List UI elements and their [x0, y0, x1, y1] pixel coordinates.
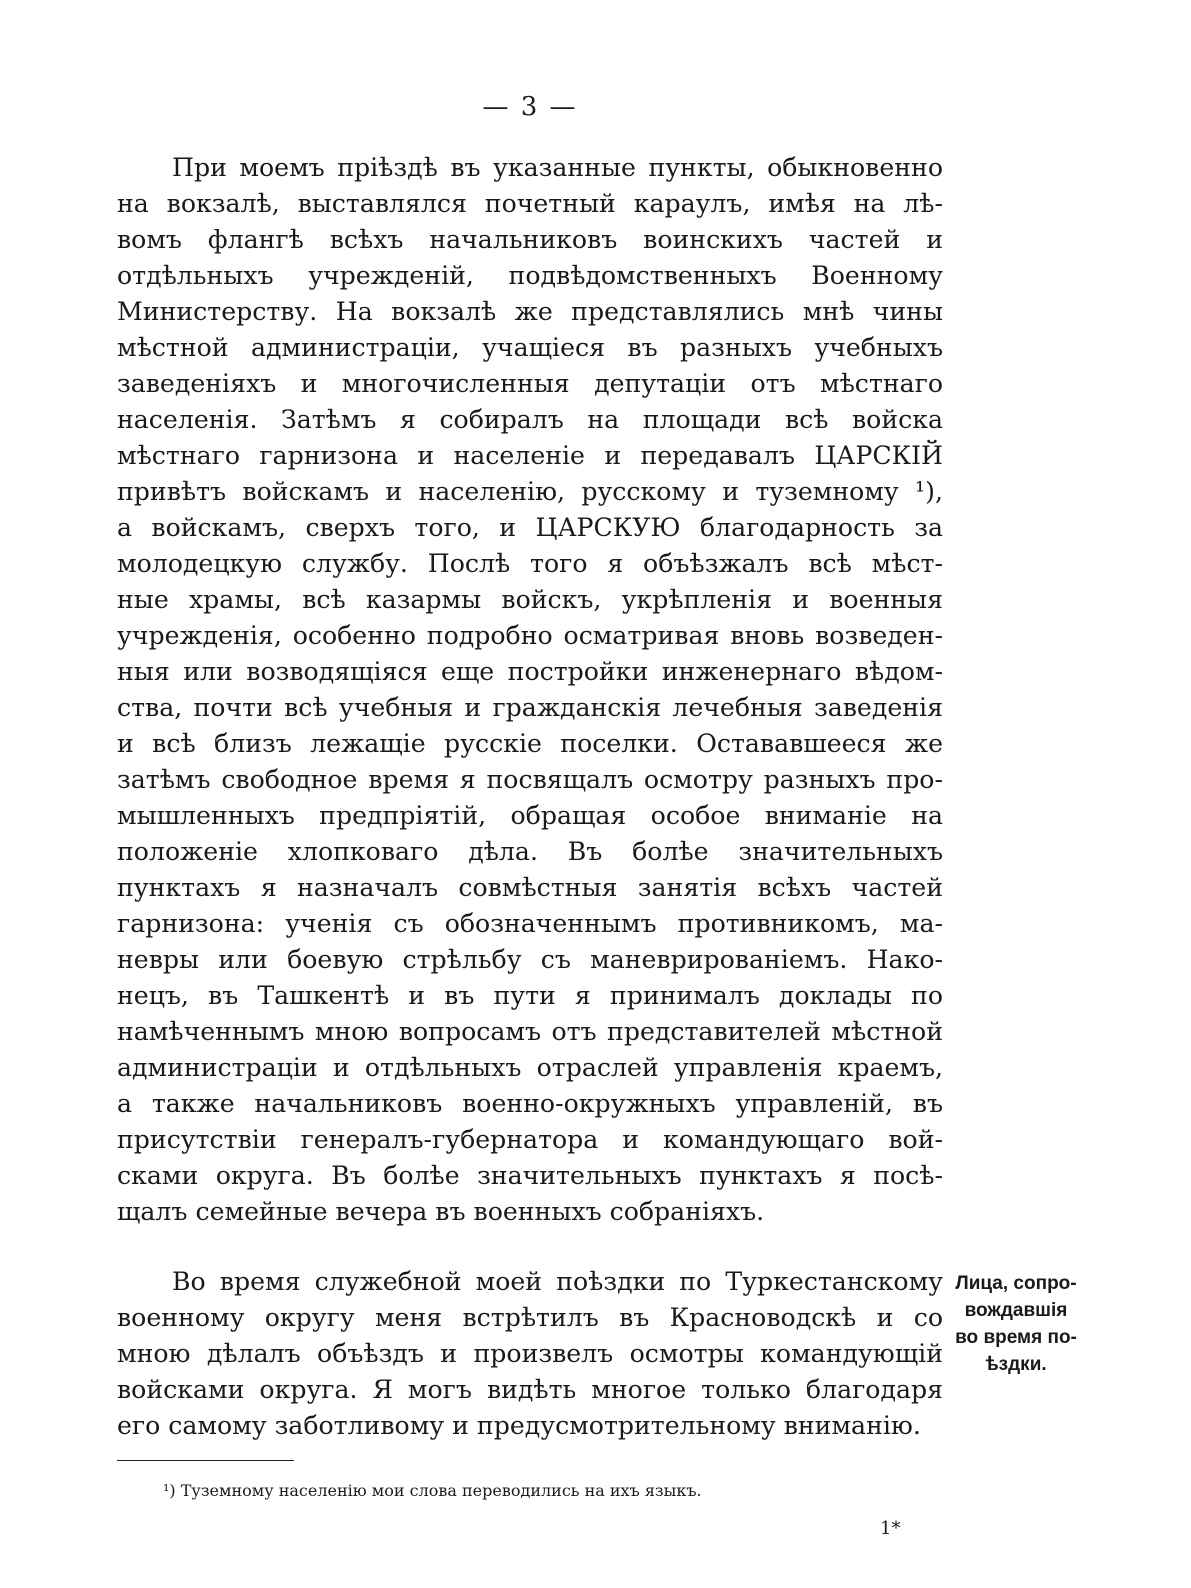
- text-line: а войскамъ, сверхъ того, и ЦАРСКУЮ благодарность за: [117, 513, 943, 542]
- text-line: намѣченнымъ мною вопросамъ отъ представителей мѣстной: [117, 1017, 943, 1046]
- text-line: на вокзалѣ, выставлялся почетный караулъ, имѣя на лѣ-: [117, 189, 943, 218]
- text-line: отдѣльныхъ учрежденiй, подвѣдомственныхъ Военному: [117, 261, 943, 290]
- margin-note-line: ѣздки.: [985, 1354, 1047, 1375]
- text-line: военному округу меня встрѣтилъ въ Красноводскѣ и со: [117, 1303, 943, 1332]
- text-line: Во время служебной моей поѣздки по Туркестанскому: [172, 1267, 943, 1296]
- text-line: а также начальниковъ военно-окружныхъ управленiй, въ: [117, 1089, 943, 1118]
- text-line: При моемъ прiѣздѣ въ указанные пункты, обыкновенно: [172, 153, 943, 182]
- margin-note-line: вождавшiя: [964, 1300, 1068, 1321]
- margin-note: [950, 1270, 1082, 1378]
- text-line: гарнизона: ученiя съ обозначеннымъ противникомъ, ма-: [117, 909, 943, 938]
- text-line: мною дѣлалъ объѣздъ и произвелъ осмотры командующiй: [117, 1339, 943, 1368]
- text-line: присутствiи генералъ-губернатора и командующаго вой-: [117, 1125, 943, 1154]
- text-line: Министерству. На вокзалѣ же представлялись мнѣ чины: [117, 297, 943, 326]
- text-line: нецъ, въ Ташкентѣ и въ пути я принималъ доклады по: [117, 981, 943, 1010]
- margin-note-line: Лица, сопро-: [955, 1273, 1077, 1294]
- text-line: ные храмы, всѣ казармы войскъ, укрѣпленiя и военныя: [117, 585, 943, 614]
- text-line: мышленныхъ предпрiятiй, обращая особое вниманiе на: [117, 801, 943, 830]
- text-line: сками округа. Въ болѣе значительныхъ пунктахъ я посѣ-: [117, 1161, 943, 1190]
- footnote-divider: [117, 1460, 294, 1461]
- text-line: щалъ семейные вечера въ военныхъ собранiяхъ.: [117, 1197, 765, 1226]
- signature-mark: 1*: [880, 1518, 901, 1539]
- text-line: населенiя. Затѣмъ я собиралъ на площади всѣ войска: [117, 405, 943, 434]
- text-line: привѣтъ войскамъ и населенiю, русскому и туземному ¹),: [117, 477, 943, 506]
- page-number: — 3 —: [482, 92, 578, 122]
- text-line: ства, почти всѣ учебныя и гражданскiя лечебныя заведенiя: [117, 693, 943, 722]
- text-line: положенiе хлопковаго дѣла. Въ болѣе значительныхъ: [117, 837, 943, 866]
- text-line: вомъ флангѣ всѣхъ начальниковъ воинскихъ частей и: [117, 225, 943, 254]
- text-line: мѣстной администрацiи, учащiеся въ разныхъ учебныхъ: [117, 333, 943, 362]
- text-line: и всѣ близъ лежащiе русскiе поселки. Остававшееся же: [117, 729, 943, 758]
- text-line: учрежденiя, особенно подробно осматривая вновь возведен-: [117, 621, 943, 650]
- text-line: пунктахъ я назначалъ совмѣстныя занятiя всѣхъ частей: [117, 873, 943, 902]
- text-line: мѣстнаго гарнизона и населенiе и передавалъ ЦАРСКIЙ: [117, 441, 943, 470]
- text-line: заведенiяхъ и многочисленныя депутацiи отъ мѣстнаго: [117, 369, 943, 398]
- margin-note-line: во время по-: [955, 1327, 1077, 1348]
- footnote: ¹) Туземному населенiю мои слова переводились на ихъ языкъ.: [163, 1481, 702, 1500]
- text-line: войсками округа. Я могъ видѣть многое только благодаря: [117, 1375, 943, 1404]
- text-line: затѣмъ свободное время я посвящалъ осмотру разныхъ про-: [117, 765, 943, 794]
- text-line: администрацiи и отдѣльныхъ отраслей управленiя краемъ,: [117, 1053, 943, 1082]
- text-line: невры или боевую стрѣльбу съ маневрированiемъ. Нако-: [117, 945, 943, 974]
- text-line: ныя или возводящiяся еще постройки инженернаго вѣдом-: [117, 657, 943, 686]
- text-line: молодецкую службу. Послѣ того я объѣзжалъ всѣ мѣст-: [117, 549, 943, 578]
- text-line: его самому заботливому и предусмотрительному вниманiю.: [117, 1411, 921, 1440]
